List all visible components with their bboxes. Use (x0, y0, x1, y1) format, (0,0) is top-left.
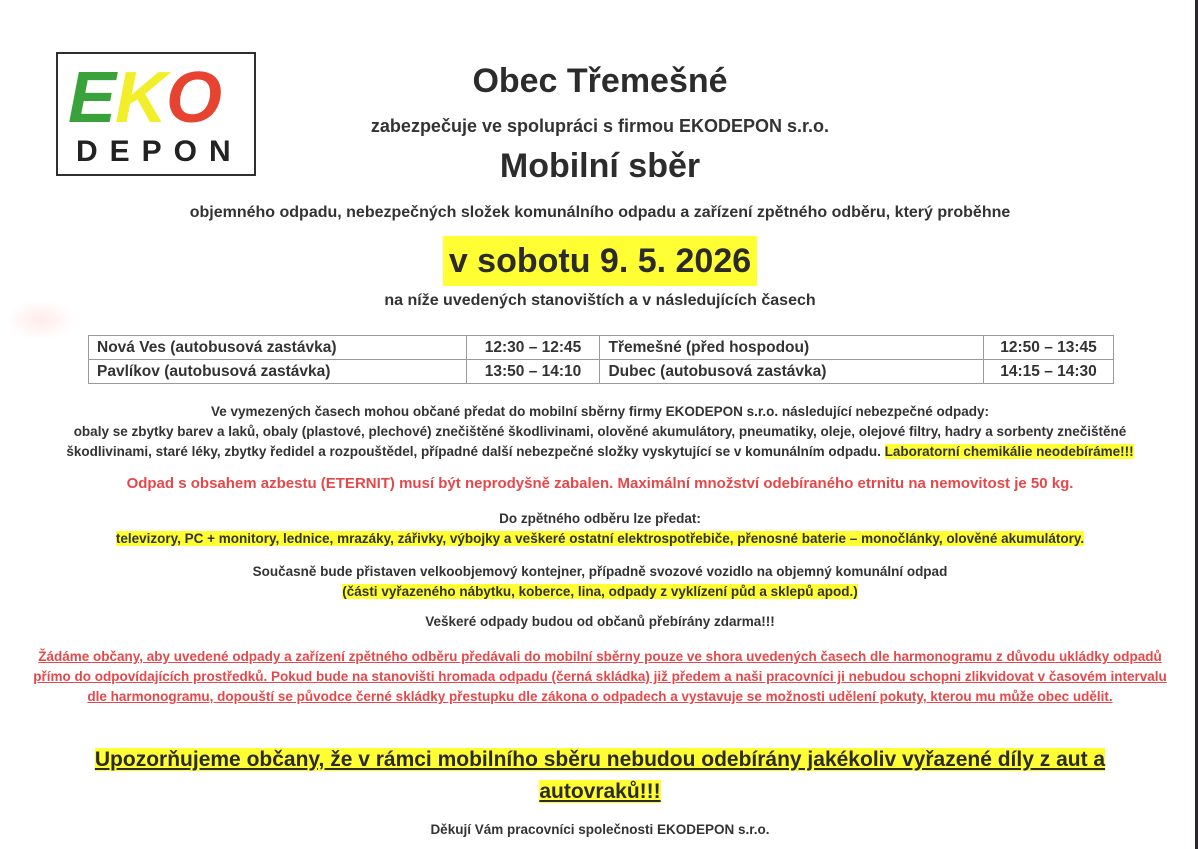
takeback-list: televizory, PC + monitory, lednice, mrazáky, zářivky, výbojky a veškeré ostatní elektrospotřebiče, přenosné baterie – monočlánky, olověné akumulátory. (115, 531, 1085, 546)
table-row (89, 360, 1114, 384)
request-notice: Žádáme občany, aby uvedené odpady a zařízení zpětného odběru předávali do mobilní sběrny pouze ve shora uvedených časech dle harmonogramu z důvodu ukládky odpadů přímo do odpovídajících prostředků. Pokud bude na stanovišti hromada odpadu (černá skládka) již předem a naši pracovníci ji nebudou schopni zlikvidovat v časovém intervalu dle harmonogramu, dopouští se původce černé skládky přestupku dle zákona o odpadech a vystavuje se možnosti udělení pokuty, kterou mu může obec udělit. (33, 649, 1167, 704)
place-cell: Dubec (autobusová zastávka) (600, 360, 984, 384)
free-notice: Veškeré odpady budou od občanů přebírány zdarma!!! (425, 614, 775, 629)
table-row (89, 336, 1114, 360)
car-parts-warning: Upozorňujeme občany, že v rámci mobilního sběru nebudou odebírány jakékoliv vyřazené díly z aut a autovraků!!! (94, 748, 1106, 803)
scan-edge-line (1195, 0, 1198, 849)
time-cell: 12:50 – 13:45 (984, 336, 1114, 360)
bulky-waste-section (30, 562, 1170, 602)
lab-chemicals-note: Laboratorní chemikálie neodebíráme!!! (884, 444, 1134, 459)
time-cell: 13:50 – 14:10 (466, 360, 600, 384)
place-cell: Třemešné (před hospodou) (600, 336, 984, 360)
bulky-list: (části vyřazeného nábytku, koberce, lina, odpady z vyklízení půd a sklepů apod.) (342, 584, 858, 599)
asbestos-notice: Odpad s obsahem azbestu (ETERNIT) musí být neprodyšně zabalen. Maximální množství odebíraného etrnitu na nemovitost je 50 kg. (126, 475, 1074, 492)
date-subtitle: na níže uvedených stanovištích a v následujících časech (384, 292, 816, 309)
page-title: Obec Třemešné (472, 62, 728, 100)
hazardous-intro: Ve vymezených časech mohou občané předat do mobilní sběrny firmy EKODEPON s.r.o. následující nebezpečné odpady: (211, 404, 989, 419)
logo-eko: EKO (68, 58, 222, 138)
headline: Mobilní sběr (499, 147, 701, 185)
date-block (0, 236, 1200, 286)
event-date: v sobotu 9. 5. 2026 (443, 236, 757, 286)
thanks-signature: Děkují Vám pracovníci společnosti EKODEPON s.r.o. (430, 822, 770, 837)
bulky-intro: Současně bude přistaven velkoobjemový kontejner, případně svozové vozidlo na objemný komunální odpad (252, 564, 948, 579)
logo-depon: DEPON (76, 135, 243, 168)
hazardous-waste-section (30, 402, 1170, 462)
takeback-intro: Do zpětného odběru lze předat: (499, 511, 701, 526)
takeback-section (30, 509, 1170, 549)
time-cell: 14:15 – 14:30 (984, 360, 1114, 384)
subtitle: zabezpečuje ve spolupráci s firmou EKODEPON s.r.o. (370, 116, 830, 136)
schedule-table (88, 335, 1114, 384)
time-cell: 12:30 – 12:45 (466, 336, 600, 360)
place-cell: Nová Ves (autobusová zastávka) (89, 336, 467, 360)
hazardous-list: obaly se zbytky barev a laků, obaly (plastové, plechové) znečištěné škodlivinami, olověné akumulátory, pneumatiky, oleje, olejové filtry, hadry a sorbenty znečištěné škodlivinami, staré léky, zbytky ředidel a rozpouštědel, případné další nebezpečné složky vyskytující se v komunálním odpadu. Laboratorní chemikálie neodebíráme!!! (66, 424, 1134, 459)
place-cell: Pavlíkov (autobusová zastávka) (89, 360, 467, 384)
description: objemného odpadu, nebezpečných složek komunálního odpadu a zařízení zpětného odběru, který proběhne (189, 204, 1011, 221)
